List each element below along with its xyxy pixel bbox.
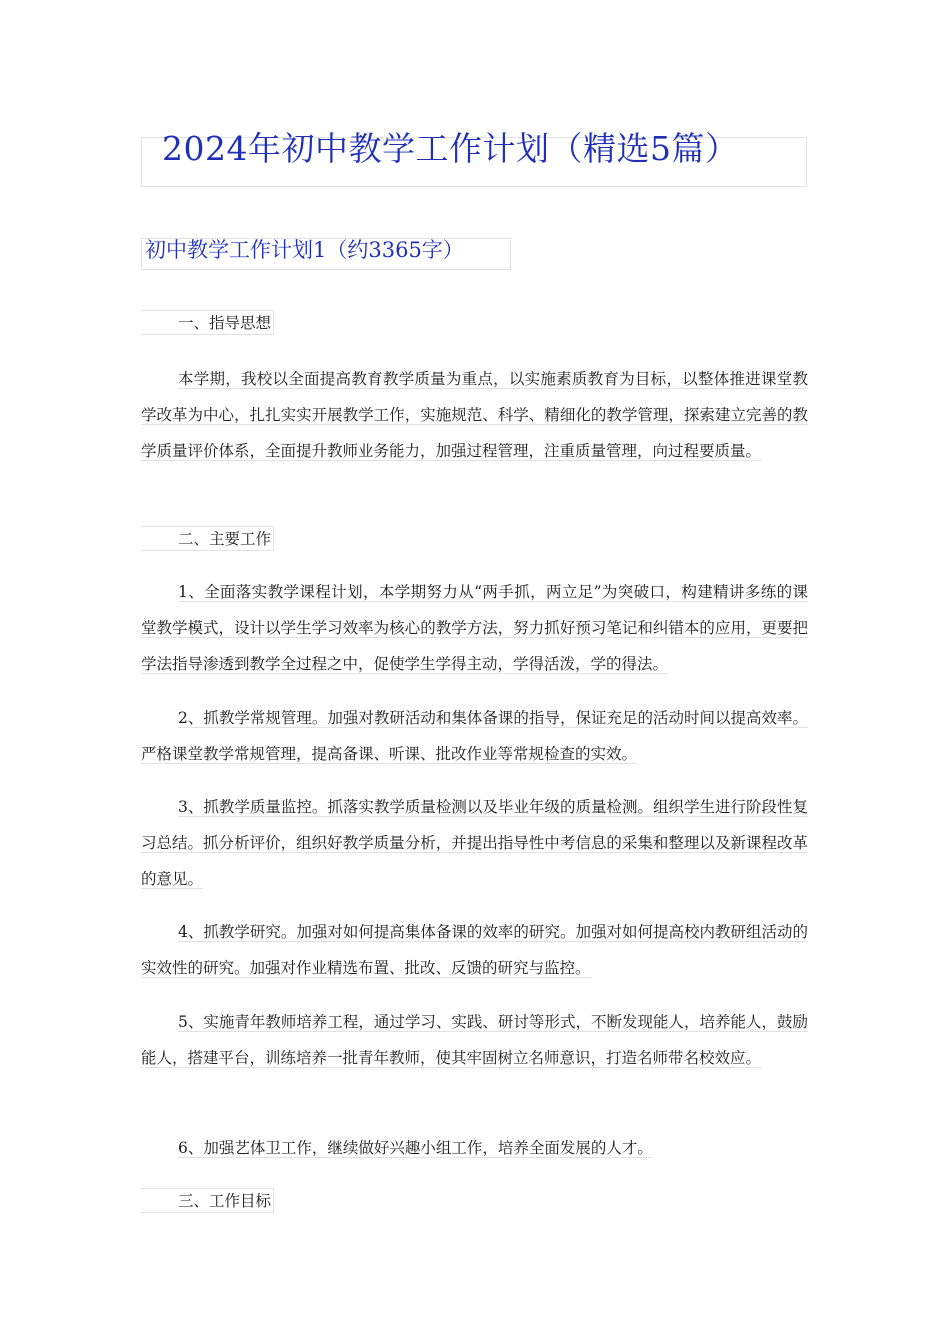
section-heading-work-goals: 三、工作目标 — [141, 1188, 274, 1213]
paragraph-main-work-item-6 — [141, 1130, 808, 1166]
paragraph-main-work-item-3 — [141, 789, 808, 897]
paragraph-text: 3、抓教学质量监控。抓落实教学质量检测以及毕业年级的质量检测。组织学生进行阶段性复习总结。抓分析评价，组织好教学质量分析，并提出指导性中考信息的采集和整理以及新课程改革的意见。 — [141, 798, 808, 888]
paragraph-main-work-item-1 — [141, 574, 808, 682]
section-heading-main-work: 二、主要工作 — [141, 526, 274, 551]
paragraph-guiding-ideas — [141, 361, 808, 469]
paragraph-text: 6、加强艺体卫工作，继续做好兴趣小组工作，培养全面发展的人才。 — [178, 1139, 653, 1157]
paragraph-text: 2、抓教学常规管理。加强对教研活动和集体备课的指导，保证充足的活动时间以提高效率。严格课堂教学常规管理，提高备课、听课、批改作业等常规检查的实效。 — [141, 709, 808, 763]
section-heading-guiding-ideas: 一、指导思想 — [141, 310, 274, 335]
paragraph-main-work-item-2 — [141, 700, 808, 772]
document-title: 2024年初中教学工作计划（精选5篇） — [162, 129, 739, 168]
paragraph-main-work-item-4 — [141, 914, 808, 986]
paragraph-text: 本学期，我校以全面提高教育教学质量为重点，以实施素质教育为目标，以整体推进课堂教学改革为中心，扎扎实实开展教学工作，实施规范、科学、精细化的教学管理，探索建立完善的教学质量评价体系，全面提升教师业务能力，加强过程管理，注重质量管理，向过程要质量。 — [141, 370, 808, 460]
paragraph-text: 4、抓教学研究。加强对如何提高集体备课的效率的研究。加强对如何提高校内教研组活动的实效性的研究。加强对作业精选布置、批改、反馈的研究与监控。 — [141, 923, 808, 977]
paragraph-text: 1、全面落实教学课程计划，本学期努力从“两手抓，两立足”为突破口，构建精讲多练的课堂教学模式，设计以学生学习效率为核心的教学方法，努力抓好预习笔记和纠错本的应用，更要把学法指导渗透到教学全过程之中，促使学生学得主动，学得活泼，学的得法。 — [141, 583, 808, 673]
paragraph-text: 5、实施青年教师培养工程，通过学习、实践、研讨等形式，不断发现能人，培养能人，鼓励能人，搭建平台，训练培养一批青年教师，使其牢固树立名师意识，打造名师带名校效应。 — [141, 1013, 808, 1067]
document-subtitle: 初中教学工作计划1（约3365字） — [145, 238, 464, 262]
paragraph-main-work-item-5 — [141, 1004, 808, 1076]
